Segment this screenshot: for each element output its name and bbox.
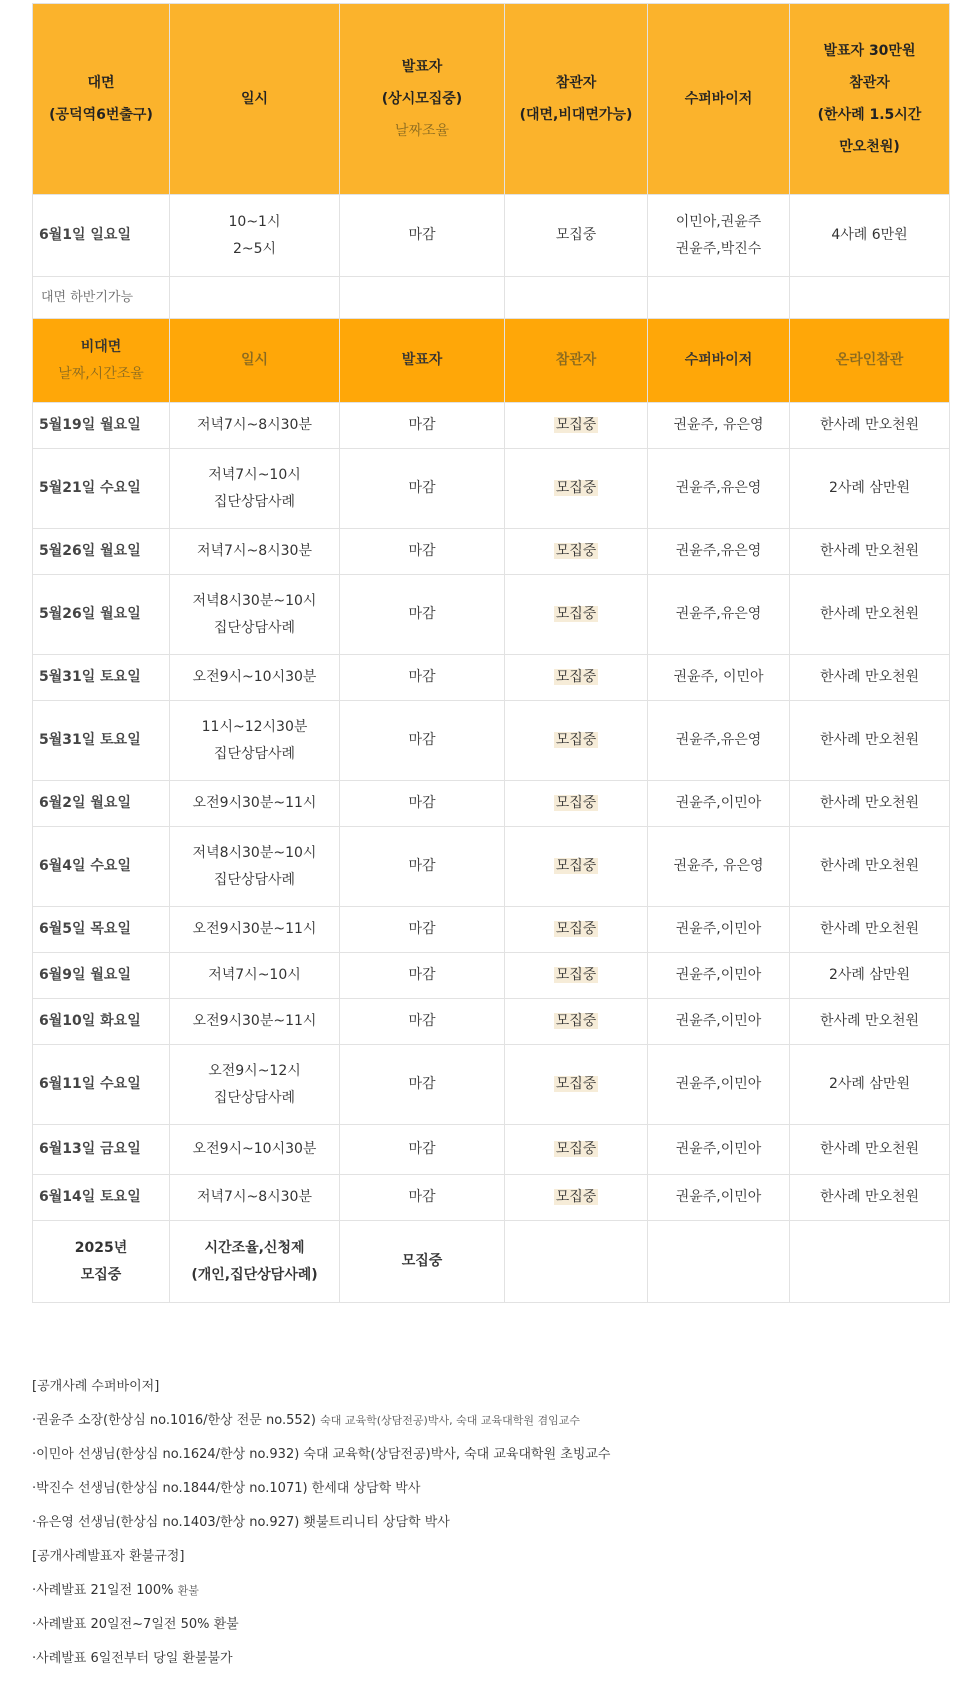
supervisor-heading: [공개사례 수퍼바이저] bbox=[32, 1379, 160, 1394]
header-offline: 대면 (공덕역6번출구) bbox=[33, 4, 170, 195]
cell-fee: 한사례 만오천원 bbox=[790, 1125, 950, 1175]
cell-fee: 한사례 만오천원 bbox=[790, 529, 950, 575]
cell-time: 저녁8시30분~10시 집단상담사례 bbox=[170, 827, 340, 907]
cell-time: 저녁7시~8시30분 bbox=[170, 1175, 340, 1221]
table-row bbox=[33, 1125, 950, 1175]
cell-supervisor: 권윤주,이민아 bbox=[648, 907, 790, 953]
table-row bbox=[33, 701, 950, 781]
header-presenter: 발표자 (상시모집중) 날짜조율 bbox=[340, 4, 505, 195]
table-row bbox=[33, 529, 950, 575]
cell-presenter: 마감 bbox=[340, 529, 505, 575]
table-row bbox=[33, 953, 950, 999]
online-rows bbox=[33, 403, 950, 1221]
footer-notes bbox=[32, 1370, 932, 1676]
cell-fee: 2사례 삼만원 bbox=[790, 1045, 950, 1125]
cell-fee: 한사례 만오천원 bbox=[790, 827, 950, 907]
cell-time: 저녁7시~8시30분 bbox=[170, 529, 340, 575]
cell-date: 6월14일 토요일 bbox=[33, 1175, 170, 1221]
cell-date: 6월11일 수요일 bbox=[33, 1045, 170, 1125]
cell-observer: 모집중 bbox=[505, 701, 648, 781]
cell-supervisor: 권윤주,이민아 bbox=[648, 1045, 790, 1125]
refund-line: ·사례발표 20일전~7일전 50% 환불 bbox=[32, 1617, 239, 1632]
table-row bbox=[33, 655, 950, 701]
cell-presenter: 마감 bbox=[340, 953, 505, 999]
cell-fee: 2사례 삼만원 bbox=[790, 953, 950, 999]
cell-time: 오전9시~10시30분 bbox=[170, 655, 340, 701]
cell-supervisor: 권윤주,이민아 bbox=[648, 781, 790, 827]
cell-fee: 한사례 만오천원 bbox=[790, 1175, 950, 1221]
cell-supervisor: 권윤주,이민아 bbox=[648, 999, 790, 1045]
cell-date: 5월26일 월요일 bbox=[33, 575, 170, 655]
cell-presenter: 마감 bbox=[340, 449, 505, 529]
cell-supervisor: 권윤주, 이민아 bbox=[648, 655, 790, 701]
refund-heading: [공개사례발표자 환불규정] bbox=[32, 1549, 185, 1564]
table-row bbox=[33, 1175, 950, 1221]
table-row bbox=[33, 449, 950, 529]
cell-presenter: 마감 bbox=[340, 907, 505, 953]
table-row bbox=[33, 1045, 950, 1125]
cell-time: 저녁7시~10시 집단상담사례 bbox=[170, 449, 340, 529]
cell-observer: 모집중 bbox=[505, 449, 648, 529]
cell-time: 오전9시30분~11시 bbox=[170, 999, 340, 1045]
cell-presenter: 마감 bbox=[340, 827, 505, 907]
cell-fee: 한사례 만오천원 bbox=[790, 701, 950, 781]
cell-presenter: 마감 bbox=[340, 575, 505, 655]
cell-time: 저녁7시~8시30분 bbox=[170, 403, 340, 449]
table-row bbox=[33, 827, 950, 907]
cell-supervisor: 권윤주, 유은영 bbox=[648, 827, 790, 907]
cell-date: 5월19일 월요일 bbox=[33, 403, 170, 449]
cell-observer: 모집중 bbox=[505, 655, 648, 701]
refund-line: ·사례발표 21일전 100% 환불 bbox=[32, 1583, 199, 1598]
cell-time: 11시~12시30분 집단상담사례 bbox=[170, 701, 340, 781]
cell-observer: 모집중 bbox=[505, 999, 648, 1045]
table-row bbox=[33, 575, 950, 655]
cell-observer: 모집중 bbox=[505, 403, 648, 449]
cell-fee: 한사례 만오천원 bbox=[790, 781, 950, 827]
cell-observer: 모집중 bbox=[505, 907, 648, 953]
cell-supervisor: 권윤주,유은영 bbox=[648, 449, 790, 529]
cell-observer: 모집중 bbox=[505, 953, 648, 999]
cell-date: 6월2일 월요일 bbox=[33, 781, 170, 827]
cell-presenter: 마감 bbox=[340, 701, 505, 781]
cell-fee: 한사례 만오천원 bbox=[790, 403, 950, 449]
cell-time: 오전9시~10시30분 bbox=[170, 1125, 340, 1175]
header-datetime: 일시 bbox=[170, 4, 340, 195]
header-supervisor: 수퍼바이저 bbox=[648, 4, 790, 195]
header-fee: 발표자 30만원 참관자 (한사례 1.5시간 만오천원) bbox=[790, 4, 950, 195]
cell-supervisor: 권윤주,유은영 bbox=[648, 529, 790, 575]
cell-date: 6월5일 목요일 bbox=[33, 907, 170, 953]
cell-presenter: 마감 bbox=[340, 655, 505, 701]
cell-supervisor: 권윤주, 유은영 bbox=[648, 403, 790, 449]
cell-fee: 2사례 삼만원 bbox=[790, 449, 950, 529]
cell-presenter: 마감 bbox=[340, 403, 505, 449]
cell-date: 5월21일 수요일 bbox=[33, 449, 170, 529]
cell-observer: 모집중 bbox=[505, 827, 648, 907]
offline-header-row bbox=[33, 4, 950, 195]
cell-presenter: 마감 bbox=[340, 1125, 505, 1175]
cell-date: 5월31일 토요일 bbox=[33, 655, 170, 701]
table-row bbox=[33, 907, 950, 953]
cell-presenter: 마감 bbox=[340, 999, 505, 1045]
cell-observer: 모집중 bbox=[505, 781, 648, 827]
cell-date: 6월4일 수요일 bbox=[33, 827, 170, 907]
supervisor-line: ·유은영 선생님(한상심 no.1403/한상 no.927) 횃불트리니티 상담학 박사 bbox=[32, 1515, 450, 1530]
cell-observer: 모집중 bbox=[505, 1125, 648, 1175]
schedule-table bbox=[32, 3, 950, 1303]
supervisor-line: ·이민아 선생님(한상심 no.1624/한상 no.932) 숙대 교육학(상담전공)박사, 숙대 교육대학원 초빙교수 bbox=[32, 1447, 611, 1462]
offline-note: 대면 하반기가능 bbox=[33, 277, 170, 319]
cell-date: 6월13일 금요일 bbox=[33, 1125, 170, 1175]
offline-note-row bbox=[33, 277, 950, 319]
cell-supervisor: 권윤주,유은영 bbox=[648, 701, 790, 781]
cell-time: 오전9시~12시 집단상담사례 bbox=[170, 1045, 340, 1125]
cell-fee: 한사례 만오천원 bbox=[790, 655, 950, 701]
cell-supervisor: 권윤주,이민아 bbox=[648, 1125, 790, 1175]
cell-supervisor: 권윤주,이민아 bbox=[648, 1175, 790, 1221]
cell-date: 6월10일 화요일 bbox=[33, 999, 170, 1045]
year-row: 2025년 모집중 시간조율,신청제 (개인,집단상담사례) 모집중 bbox=[33, 1221, 950, 1303]
table-row bbox=[33, 403, 950, 449]
cell-time: 오전9시30분~11시 bbox=[170, 781, 340, 827]
cell-date: 6월9일 월요일 bbox=[33, 953, 170, 999]
cell-supervisor: 권윤주,이민아 bbox=[648, 953, 790, 999]
cell-fee: 한사례 만오천원 bbox=[790, 907, 950, 953]
cell-presenter: 마감 bbox=[340, 1175, 505, 1221]
cell-presenter: 마감 bbox=[340, 781, 505, 827]
refund-line: ·사례발표 6일전부터 당일 환불불가 bbox=[32, 1651, 233, 1666]
header-online: 비대면 날짜,시간조율 bbox=[33, 319, 170, 403]
cell-supervisor: 권윤주,유은영 bbox=[648, 575, 790, 655]
cell-time: 오전9시30분~11시 bbox=[170, 907, 340, 953]
cell-time: 저녁8시30분~10시 집단상담사례 bbox=[170, 575, 340, 655]
header-observer: 참관자 (대면,비대면가능) bbox=[505, 4, 648, 195]
cell-date: 5월26일 월요일 bbox=[33, 529, 170, 575]
supervisor-line: ·권윤주 소장(한상심 no.1016/한상 전문 no.552) 숙대 교육학(상담전공)박사, 숙대 교육대학원 겸임교수 bbox=[32, 1413, 580, 1428]
schedule-table-wrapper bbox=[32, 3, 949, 1303]
cell-presenter: 마감 bbox=[340, 1045, 505, 1125]
cell-observer: 모집중 bbox=[505, 1175, 648, 1221]
cell-observer: 모집중 bbox=[505, 529, 648, 575]
online-header-row: 비대면 날짜,시간조율 일시 발표자 참관자 수퍼바이저 온라인참관 bbox=[33, 319, 950, 403]
supervisor-line: ·박진수 선생님(한상심 no.1844/한상 no.1071) 한세대 상담학 박사 bbox=[32, 1481, 421, 1496]
cell-observer: 모집중 bbox=[505, 1045, 648, 1125]
table-row bbox=[33, 999, 950, 1045]
cell-time: 저녁7시~10시 bbox=[170, 953, 340, 999]
offline-row: 6월1일 일요일 10~1시 2~5시 마감 모집중 이민아,권윤주 권윤주,박진수 4사례 6만원 bbox=[33, 195, 950, 277]
cell-fee: 한사례 만오천원 bbox=[790, 999, 950, 1045]
cell-fee: 한사례 만오천원 bbox=[790, 575, 950, 655]
cell-date: 5월31일 토요일 bbox=[33, 701, 170, 781]
table-row bbox=[33, 781, 950, 827]
cell-observer: 모집중 bbox=[505, 575, 648, 655]
